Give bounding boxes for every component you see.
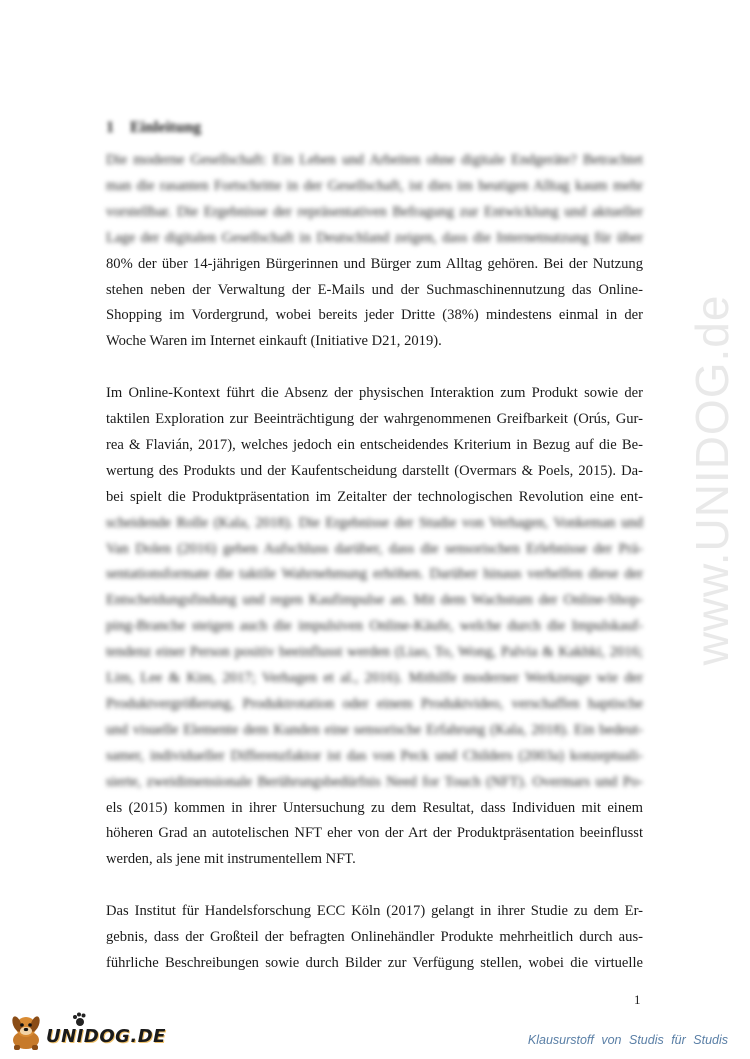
footer-slogan: Klausurstoff von Studis für Studis bbox=[527, 1033, 728, 1047]
text-line: taktilen Exploration zur Beeinträchtigung der wahrgenommenen Greifbarkeit (Orús, Gur- bbox=[106, 411, 643, 427]
text-line: Im Online-Kontext führt die Absenz der physischen Interaktion zum Produkt sowie der bbox=[106, 385, 643, 402]
text-line: führliche Beschreibungen sowie durch Bilder zur Verfügung stellen, wobei die virtuelle bbox=[106, 954, 643, 971]
text-line: wertung des Produkts und der Kaufentscheidung darstellt (Overmars & Poels, 2015). Da- bbox=[106, 462, 643, 479]
text-line: samer, individueller Differenzfaktor ist das von Peck und Childers (2003a) konzeptuali- bbox=[106, 747, 643, 764]
section-title: Einleitung bbox=[130, 119, 202, 136]
text-line: werden, als jene mit instrumentellem NFT. bbox=[106, 851, 356, 868]
text-line: sentationsformate die taktile Wahrnehmung erhöhen. Darüber hinaus verhelfen diese der bbox=[106, 566, 643, 583]
text-line: Das Institut für Handelsforschung ECC Köln (2017) gelangt in ihrer Studie zu dem Er- bbox=[106, 903, 643, 920]
text-line: und visuelle Elemente dem Kunden eine sensorische Erfahrung (Kala, 2018). Ein bedeut- bbox=[106, 721, 643, 738]
text-line: stehen neben der Verwaltung der E-Mails und der Suchmaschinennutzung das Online- bbox=[106, 281, 643, 298]
text-line: ping-Branche steigen auch die impulsiven Online-Käufe, welche durch die Impulskauf- bbox=[106, 618, 643, 635]
text-line: tendenz einer Person positiv beeinflusst werden (Liao, To, Wong, Palvia & Kakhki, 2016; bbox=[106, 644, 643, 661]
text-line: Woche Waren im Internet einkauft (Initiative D21, 2019). bbox=[106, 333, 442, 350]
text-line: bei spielt die Produktpräsentation im Zeitalter der technologischen Revolution eine ent- bbox=[106, 488, 643, 505]
text-line: Shopping im Vordergrund, wobei bereits jeder Dritte (38%) mindestens einmal in der bbox=[106, 307, 643, 324]
text-line: 80% der über 14-jährigen Bürgerinnen und Bürger zum Alltag gehören. Bei der Nutzung bbox=[106, 255, 643, 272]
text-line: Van Dolen (2016) geben Aufschluss darüber, dass die sensorischen Erlebnisse der Prä- bbox=[106, 540, 643, 557]
page-number: 1 bbox=[634, 992, 641, 1007]
text-line: Produktvergrößerung, Produktrotation oder einem Produktvideo, verschaffen haptische bbox=[106, 695, 643, 712]
logo-text: UNIDOG.DE bbox=[46, 1026, 166, 1047]
text-line: Lim, Lee & Kim, 2017; Verhagen et al., 2016). Mithilfe moderner Werkzeuge wie der bbox=[106, 670, 643, 686]
watermark: www.UNIDOG.de bbox=[686, 294, 738, 666]
section-heading bbox=[106, 119, 201, 137]
text-line: höheren Grad an autotelischen NFT eher von der Art der Produktpräsentation beeinflusst bbox=[106, 825, 643, 842]
text-line: Die moderne Gesellschaft: Ein Leben und Arbeiten ohne digitale Endgeräte? Betrachtet bbox=[106, 152, 643, 168]
text-line: els (2015) kommen in ihrer Untersuchung zu dem Resultat, dass Individuen mit einem bbox=[106, 799, 643, 816]
text-line: vorstellbar. Die Ergebnisse der repräsentativen Befragung zur Entwicklung und aktueller bbox=[106, 203, 643, 220]
text-line: Entscheidungsfindung und regen Kaufimpulse an. Mit dem Wachstum der Online-Shop- bbox=[106, 592, 643, 609]
section-number: 1 bbox=[106, 119, 114, 136]
text-line: sierte, zweidimensionale Berührungsbedürfnis Need for Touch (NFT). Overmars und Po- bbox=[106, 773, 643, 790]
text-line: Lage der digitalen Gesellschaft in Deutschland zeigen, dass die Internetnutzung für über bbox=[106, 229, 643, 246]
dog-mascot-icon bbox=[6, 1010, 50, 1054]
text-line: gebnis, dass der Großteil der befragten Onlinehändler Produkte mehrheitlich durch aus- bbox=[106, 929, 643, 945]
unidog-logo bbox=[6, 1010, 166, 1054]
text-line: man die rasanten Fortschritte in der Gesellschaft, ist dies im heutigen Alltag kaum mehr bbox=[106, 177, 643, 194]
text-line: rea & Flavián, 2017), welches jedoch ein entscheidendes Kriterium in Bezug auf die Be- bbox=[106, 436, 643, 453]
text-line: scheidende Rolle (Kala, 2018). Die Ergebnisse der Studie von Verhagen, Vonkeman und bbox=[106, 514, 643, 531]
